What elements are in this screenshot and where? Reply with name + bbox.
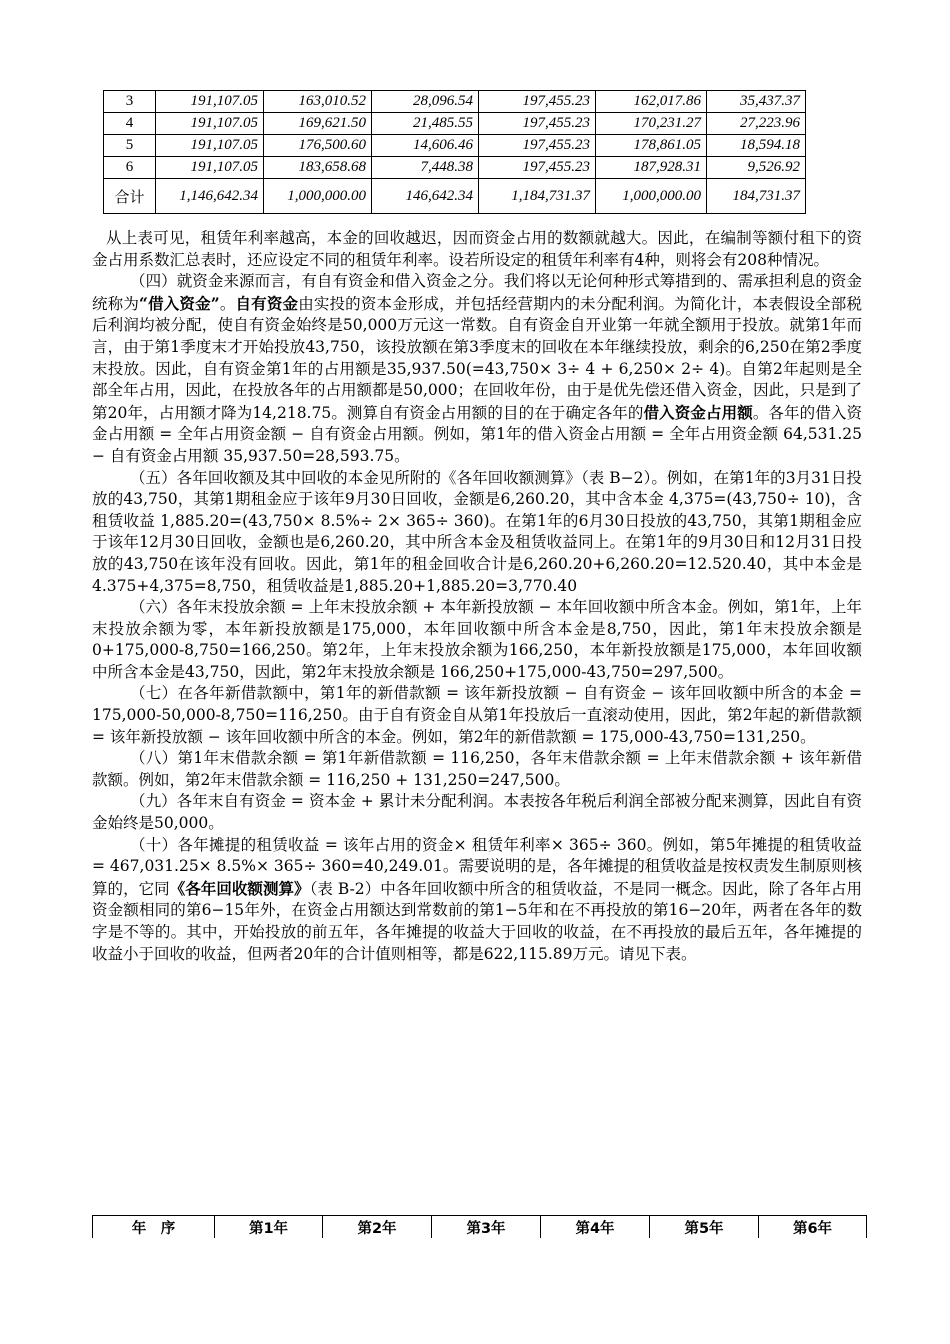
table-cell: 191,107.05 (156, 91, 264, 113)
table-cell: 163,010.52 (264, 91, 372, 113)
row-label-cell: 合计 (104, 179, 156, 214)
bold-term: 借入资金占用额 (643, 402, 753, 422)
column-header: 第2年 (323, 1216, 432, 1239)
column-header: 第5年 (650, 1216, 759, 1239)
table-cell: 197,455.23 (479, 91, 596, 113)
text-run: （表 B-2）中各年回收额中所含的租赁收益，不是同一概念。因此，除了各年占用资金额相同的第6−15年外，在资金占用额达到常数前的第1−5年和在不再投放的第16−20年，两者在各年的数字是不等的。其中，开始投放的前五年，各年摊提的收益大于回收的收益，在不再投放的最后五年，各年摊提的收益小于回收的收益，但两者20年的合计值则相等，都是622,115.89万元。请见下表。 (92, 879, 862, 963)
table-cell: 197,455.23 (479, 135, 596, 157)
row-label-cell: 4 (104, 113, 156, 135)
table-cell: 170,231.27 (596, 113, 707, 135)
table-cell: 191,107.05 (156, 113, 264, 135)
table-cell: 176,500.60 (264, 135, 372, 157)
table-cell: 35,437.37 (707, 91, 806, 113)
row-label-cell: 5 (104, 135, 156, 157)
table-cell: 14,606.46 (372, 135, 479, 157)
row-label-cell: 6 (104, 157, 156, 179)
table-cell: 191,107.05 (156, 135, 264, 157)
table-cell: 197,455.23 (479, 113, 596, 135)
table-cell: 1,000,000.00 (596, 179, 707, 214)
table-row (104, 157, 806, 179)
text-run: 。 (219, 294, 236, 313)
column-header: 第4年 (541, 1216, 650, 1239)
column-header: 第1年 (215, 1216, 323, 1239)
table-row (104, 91, 806, 113)
table-cell: 162,017.86 (596, 91, 707, 113)
row-label-cell: 3 (104, 91, 156, 113)
table-cell: 178,861.05 (596, 135, 707, 157)
text-run: 由实投的资本金形成，并包括经营期内的未分配利润。为简化计，本表假设全部税后利润均被分配，使自有资金始终是50,000万元这一常数。自有资金自开业第一年就全额用于投放。就第1年而言，由于第1季度末才开始投放43,750，该投放额在第3季度末的回收在本年继续投放，剩余的6,250在第2季度末投放。因此，自有资金第1年的占用额是35,937.50(=43,750× 3÷ 4 + 6,250× 2÷ 4)。自第2年起则是全部全年占用，因此，在投放各年的占用额都是50,000；在回收年份，由于是优先偿还借入资金，因此，只是到了第20年，占用额才降为14,218.75。测算自有资金占用额的目的在于确定各年的 (92, 294, 862, 422)
table-cell: 183,658.68 (264, 157, 372, 179)
table-cell: 184,731.37 (707, 179, 806, 214)
table-row (104, 113, 806, 135)
table-cell: 21,485.55 (372, 113, 479, 135)
table-row (104, 179, 806, 214)
bold-term: 自有资金 (235, 293, 299, 313)
paragraph-2 (92, 271, 862, 467)
top-data-table (103, 90, 806, 214)
table-cell: 191,107.05 (156, 157, 264, 179)
paragraph-8 (92, 835, 862, 966)
table-cell: 7,448.38 (372, 157, 479, 179)
text-run: （十）各年摊提的租赁收益 = 该年占用的资金× 租赁年利率× 365÷ 360。例如，第5年摊提的租赁收益 = 467,031.25× 8.5%× 365÷ 360=40,249.01。需要说明的是，各年摊提的租赁收益是按权责发生制原则核算的，它同 (92, 835, 862, 898)
bold-term: “借入资金” (139, 293, 220, 313)
table-cell: 187,928.31 (596, 157, 707, 179)
table-cell: 28,096.54 (372, 91, 479, 113)
table-cell: 1,000,000.00 (264, 179, 372, 214)
paragraph-4: （六）各年末投放余额 = 上年末投放余额 + 本年新投放额 − 本年回收额中所含本金。例如，第1年，上年末投放余额为零，本年新投放额是175,000，本年回收额中所含本金是8,750，因此，第1年末投放余额是 0+175,000-8,750=166,250。第2年，上年末投放余额为166,250，本年新投放额是175,000，本年回收额中所含本金是43,750，因此，第2年末投放余额是 166,250+175,000-43,750=297,500。 (92, 598, 862, 681)
paragraph-5: （七）在各年新借款额中，第1年的新借款额 = 该年新投放额 − 自有资金 − 该年回收额中所含的本金 = 175,000-50,000-8,750=116,250。由于自有资金自从第1年投放后一直滚动使用，因此，第2年起的新借款额 = 该年新投放额 − 该年回收额中所含的本金。例如，第2年的新借款额 = 175,000-43,750=131,250。 (92, 684, 862, 746)
text-run: （四）就资金来源而言，有自有资金和借入资金之分。我们将以无论何种形式筹措到的、需承担利息的资金统称为 (92, 272, 862, 313)
table-cell: 146,642.34 (372, 179, 479, 214)
column-header: 第3年 (432, 1216, 541, 1239)
table-cell: 9,526.92 (707, 157, 806, 179)
table-cell: 197,455.23 (479, 157, 596, 179)
paragraph-6: （八）第1年末借款余额 = 第1年新借款额 = 116,250，各年末借款余额 = 上年末借款余额 + 该年新借款额。例如，第2年末借款余额 = 116,250 + 131,250=247,500。 (92, 749, 862, 789)
bold-term: 《各年回收额测算》 (169, 878, 310, 898)
table-header-row (93, 1216, 867, 1239)
table-cell: 1,146,642.34 (156, 179, 264, 214)
table-cell: 1,184,731.37 (479, 179, 596, 214)
body-text (92, 228, 862, 965)
table-cell: 18,594.18 (707, 135, 806, 157)
text-run: 。各年的借入资金占用额 = 全年占用资金额 − 自有资金占用额。例如，第1年的借入资金占用额 = 全年占用资金额 64,531.25 − 自有资金占用额 35,937.50=28,593.75。 (92, 403, 862, 465)
table-cell: 27,223.96 (707, 113, 806, 135)
paragraph-7: （九）各年末自有资金 = 资本金 + 累计未分配利润。本表按各年税后利润全部被分配来测算，因此自有资金始终是50,000。 (92, 792, 862, 833)
paragraph-3: （五）各年回收额及其中回收的本金见所附的《各年回收额测算》（表 B−2）。例如，在第1年的3月31日投放的43,750，其第1期租金应于该年9月30日回收，金额是6,260.20，其中含本金 4,375=(43,750÷ 10)，含租赁收益 1,885.20=(43,750× 8.5%÷ 2× 365÷ 360)。在第1年的6月30日投放的43,750，其第1期租金应于该年12月30日回收，金额也是6,260.20，其中所含本金及租赁收益同上。在第1年的9月30日和12月31日投放的43,750在该年没有回收。因此，第1年的租金回收合计是6,260.20+6,260.20=12.520.40，其中本金是4.375+4,375=8,750，租赁收益是1,885.20+1,885.20=3,770.40 (92, 468, 862, 595)
paragraph-1: 从上表可见，租赁年利率越高，本金的回收越迟，因而资金占用的数额就越大。因此，在编制等额付租下的资金占用系数汇总表时，还应设定不同的租赁年利率。设若所设定的租赁年利率有4种，则将会有208种情况。 (92, 229, 862, 269)
table-cell: 169,621.50 (264, 113, 372, 135)
column-header: 第6年 (759, 1216, 867, 1239)
column-header: 年 序 (93, 1216, 215, 1239)
bottom-header-table (92, 1215, 867, 1238)
table-row (104, 135, 806, 157)
